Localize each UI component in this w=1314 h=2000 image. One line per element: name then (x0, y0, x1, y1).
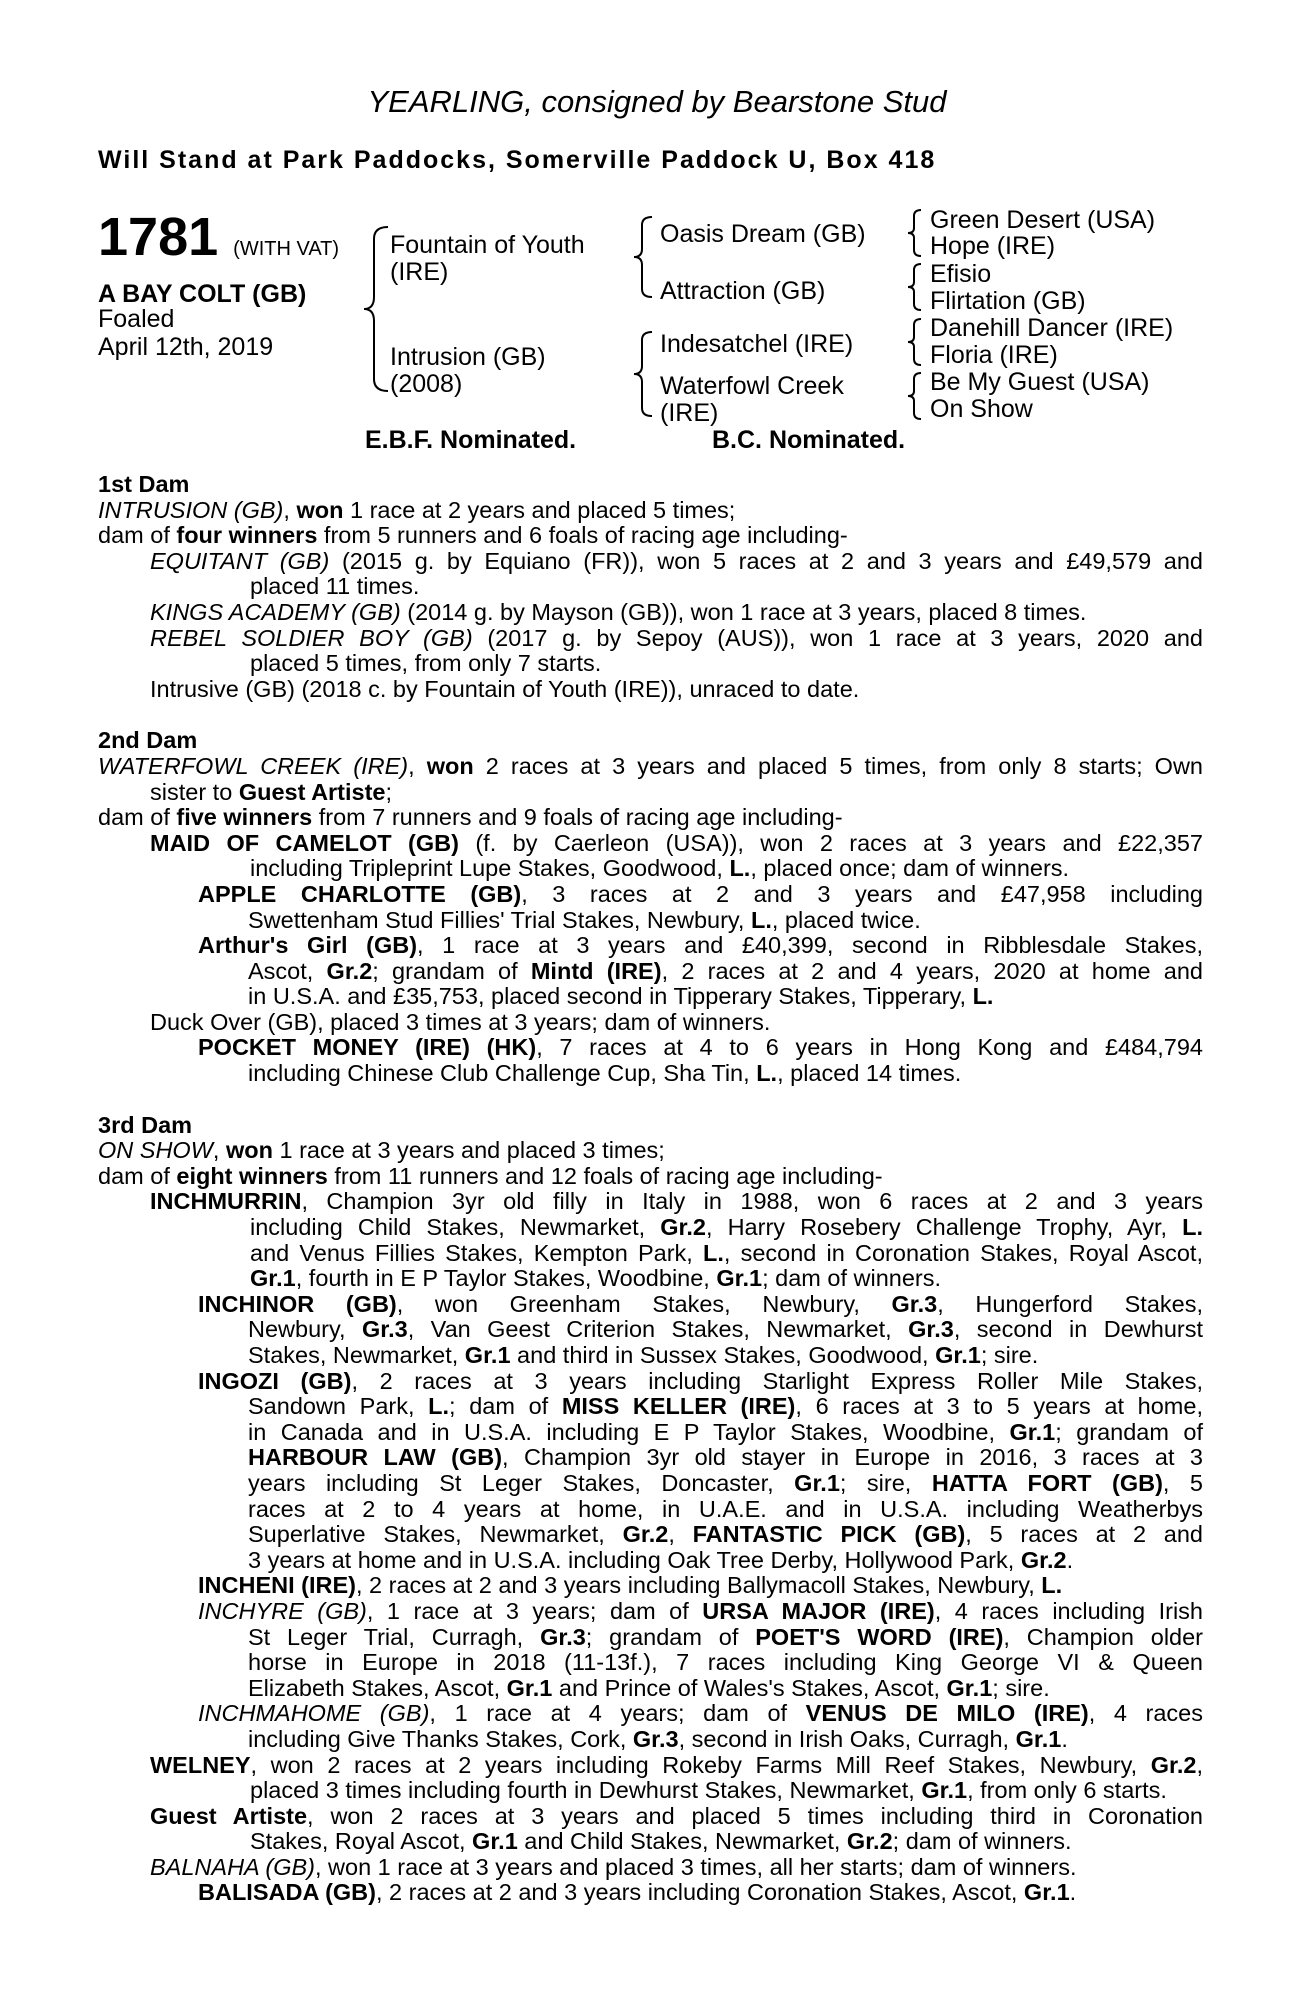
third-dam-line: BALISADA (GB), 2 races at 2 and 3 years including Coronation Stakes, Ascot, Gr.1. (198, 1879, 1077, 1906)
second-dam-line: MAID OF CAMELOT (GB) (f. by Caerleon (USA)), won 2 races at 3 years and £22,357 (150, 829, 1203, 856)
third-dam-heading: 3rd Dam (98, 1111, 193, 1138)
third-dam-line: and Venus Fillies Stakes, Kempton Park, L., second in Coronation Stakes, Royal Ascot, (250, 1239, 1203, 1266)
pedigree-dam-dam: Waterfowl Creek (IRE) (660, 372, 844, 427)
second-dam-line: Swettenham Stud Fillies' Trial Stakes, Newbury, L., placed twice. (248, 906, 921, 933)
pedigree-g3: Efisio (930, 260, 992, 288)
pedigree-sire: Fountain of Youth (IRE) (390, 231, 585, 286)
third-dam-line: INCHENI (IRE), 2 races at 2 and 3 years including Ballymacoll Stakes, Newbury, L. (198, 1572, 1063, 1599)
first-dam-line: placed 11 times. (250, 573, 420, 600)
brace-g3 (905, 317, 927, 367)
pedigree-dam: Intrusion (GB) (2008) (390, 343, 546, 398)
third-dam-line: including Give Thanks Stakes, Cork, Gr.3, second in Irish Oaks, Curragh, Gr.1. (248, 1725, 1068, 1752)
first-dam-line: INTRUSION (GB), won 1 race at 2 years and placed 5 times; (98, 496, 736, 523)
brace-g2 (905, 262, 927, 312)
third-dam-line: HARBOUR LAW (GB), Champion 3yr old stayer in Europe in 2016, 3 races at 3 (248, 1444, 1203, 1471)
pedigree-g2: Hope (IRE) (930, 232, 1056, 260)
pedigree-g1: Green Desert (USA) (930, 206, 1156, 234)
ebf-nominated: E.B.F. Nominated. (365, 426, 577, 454)
third-dam-line: Elizabeth Stakes, Ascot, Gr.1 and Prince of Wales's Stakes, Ascot, Gr.1; sire. (248, 1674, 1050, 1701)
brace-g1 (905, 208, 927, 258)
first-dam-line: KINGS ACADEMY (GB) (2014 g. by Mayson (GB)), won 1 race at 3 years, placed 8 times. (150, 598, 1087, 625)
second-dam-line: APPLE CHARLOTTE (GB), 3 races at 2 and 3 years and £47,958 including (198, 880, 1203, 907)
third-dam-line: races at 2 to 4 years at home, in U.A.E. and in U.S.A. including Weatherbys (248, 1495, 1203, 1522)
third-dam-line: dam of eight winners from 11 runners and 12 foals of racing age including- (98, 1162, 883, 1189)
lot-number-block (98, 207, 339, 279)
pedigree-g5: Danehill Dancer (IRE) (930, 314, 1174, 342)
consignment-title: YEARLING, consigned by Bearstone Stud (367, 84, 947, 119)
third-dam-line: ON SHOW, won 1 race at 3 years and placed 3 times; (98, 1137, 665, 1164)
foaled-date: April 12th, 2019 (98, 333, 274, 361)
lot-number: 1781 (98, 207, 219, 267)
third-dam-line: years including St Leger Stakes, Doncaster, Gr.1; sire, HATTA FORT (GB), 5 (248, 1469, 1204, 1496)
third-dam-line: including Child Stakes, Newmarket, Gr.2, Harry Rosebery Challenge Trophy, Ayr, L. (250, 1214, 1203, 1241)
second-dam-line: Duck Over (GB), placed 3 times at 3 years; dam of winners. (150, 1008, 771, 1035)
pedigree-dam-sire: Indesatchel (IRE) (660, 330, 854, 358)
third-dam-line: INCHMAHOME (GB), 1 race at 4 years; dam of VENUS DE MILO (IRE), 4 races (198, 1700, 1204, 1727)
third-dam-line: INCHINOR (GB), won Greenham Stakes, Newbury, Gr.3, Hungerford Stakes, (198, 1290, 1204, 1317)
lot-vat: (WITH VAT) (233, 238, 340, 260)
third-dam-line: WELNEY, won 2 races at 2 years including Rokeby Farms Mill Reef Stakes, Newbury, Gr.2, (150, 1751, 1203, 1778)
foaled-label: Foaled (98, 305, 175, 333)
pedigree-g7: Be My Guest (USA) (930, 368, 1150, 396)
third-dam-line: INCHYRE (GB), 1 race at 3 years; dam of URSA MAJOR (IRE), 4 races including Irish (198, 1597, 1203, 1624)
first-dam-line: EQUITANT (GB) (2015 g. by Equiano (FR)), won 5 races at 2 and 3 years and £49,579 and (150, 547, 1204, 574)
third-dam-line: horse in Europe in 2018 (11-13f.), 7 races including King George VI & Queen (248, 1649, 1203, 1676)
pedigree-brace-dam (630, 330, 660, 420)
pedigree-g6: Floria (IRE) (930, 341, 1058, 369)
third-dam-line: Gr.1, fourth in E P Taylor Stakes, Woodbine, Gr.1; dam of winners. (250, 1265, 942, 1292)
third-dam-line: Newbury, Gr.3, Van Geest Criterion Stakes, Newmarket, Gr.3, second in Dewhurst (248, 1316, 1203, 1343)
pedigree-g8: On Show (930, 395, 1033, 423)
pedigree-g4: Flirtation (GB) (930, 287, 1086, 315)
second-dam-line: including Chinese Club Challenge Cup, Sha Tin, L., placed 14 times. (248, 1060, 962, 1087)
pedigree-sire-sire: Oasis Dream (GB) (660, 220, 866, 248)
third-dam-line: INCHMURRIN, Champion 3yr old filly in Italy in 1988, won 6 races at 2 and 3 years (150, 1188, 1203, 1215)
first-dam-line: dam of four winners from 5 runners and 6 foals of racing age including- (98, 522, 848, 549)
pedigree-brace-sire (630, 215, 660, 300)
third-dam-line: Stakes, Newmarket, Gr.1 and third in Sussex Stakes, Goodwood, Gr.1; sire. (248, 1342, 1039, 1368)
second-dam-line: POCKET MONEY (IRE) (HK), 7 races at 4 to 6 years in Hong Kong and £484,794 (198, 1034, 1203, 1061)
second-dam-line: in U.S.A. and £35,753, placed second in Tipperary Stakes, Tipperary, L. (248, 983, 994, 1010)
third-dam-line: Superlative Stakes, Newmarket, Gr.2, FANTASTIC PICK (GB), 5 races at 2 and (248, 1521, 1204, 1548)
third-dam-line: in Canada and in U.S.A. including E P Taylor Stakes, Woodbine, Gr.1; grandam of (248, 1418, 1204, 1445)
third-dam-line: Sandown Park, L.; dam of MISS KELLER (IRE), 6 races at 3 to 5 years at home, (248, 1393, 1203, 1420)
catalogue-body (98, 472, 1203, 1906)
second-dam-line: Arthur's Girl (GB), 1 race at 3 years and £40,399, second in Ribblesdale Stakes, (198, 932, 1203, 959)
second-dam-line: WATERFOWL CREEK (IRE), won 2 races at 3 years and placed 5 times, from only 8 starts; Own (98, 752, 1203, 779)
first-dam-heading: 1st Dam (98, 471, 190, 497)
bc-nominated: B.C. Nominated. (712, 426, 906, 454)
third-dam-line: placed 3 times including fourth in Dewhurst Stakes, Newmarket, Gr.1, from only 6 starts. (250, 1777, 1167, 1804)
second-dam-heading: 2nd Dam (98, 727, 198, 754)
second-dam-line: Ascot, Gr.2; grandam of Mintd (IRE), 2 races at 2 and 4 years, 2020 at home and (248, 957, 1203, 984)
stable-location: Will Stand at Park Paddocks, Somerville Paddock U, Box 418 (98, 146, 937, 174)
second-dam-line: dam of five winners from 7 runners and 9 foals of racing age including- (98, 804, 843, 831)
pedigree-sire-dam: Attraction (GB) (660, 277, 826, 305)
third-dam-line: 3 years at home and in U.S.A. including Oak Tree Derby, Hollywood Park, Gr.2. (248, 1546, 1074, 1573)
second-dam-line: sister to Guest Artiste; (150, 778, 393, 805)
third-dam-line: Guest Artiste, won 2 races at 3 years and placed 5 times including third in Coronation (150, 1802, 1203, 1829)
third-dam-line: Stakes, Royal Ascot, Gr.1 and Child Stakes, Newmarket, Gr.2; dam of winners. (250, 1828, 1072, 1855)
first-dam-line: placed 5 times, from only 7 starts. (250, 650, 602, 677)
third-dam-line: St Leger Trial, Curragh, Gr.3; grandam of POET'S WORD (IRE), Champion older (248, 1623, 1204, 1650)
first-dam-line: Intrusive (GB) (2018 c. by Fountain of Youth (IRE)), unraced to date. (150, 675, 860, 702)
first-dam-line: REBEL SOLDIER BOY (GB) (2017 g. by Sepoy (AUS)), won 1 race at 3 years, 2020 and (150, 624, 1204, 651)
second-dam-line: including Tripleprint Lupe Stakes, Goodwood, L., placed once; dam of winners. (250, 855, 1070, 882)
lot-name: A BAY COLT (GB) (98, 280, 307, 308)
third-dam-line: INGOZI (GB), 2 races at 3 years including Starlight Express Roller Mile Stakes, (198, 1367, 1203, 1394)
brace-g4 (905, 371, 927, 421)
third-dam-line: BALNAHA (GB), won 1 race at 3 years and placed 3 times, all her starts; dam of winners. (150, 1853, 1077, 1880)
